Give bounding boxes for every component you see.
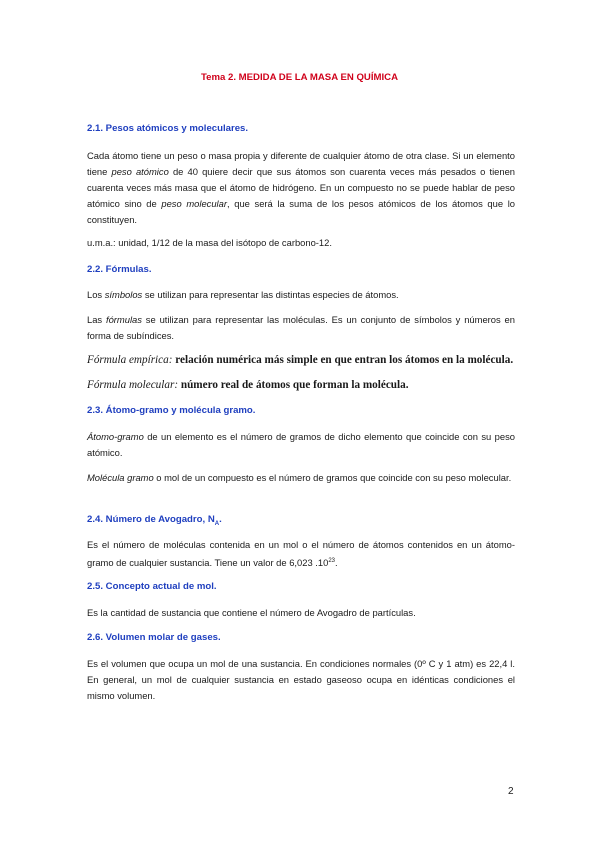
text-run: 2.4. Número de Avogadro, N	[87, 514, 215, 525]
paragraph-molecula-gramo	[87, 470, 515, 486]
paragraph-simbolos	[87, 287, 515, 303]
paragraph-formula-molecular	[87, 377, 515, 393]
text-run: .	[335, 557, 338, 569]
text-run: Es el número de moléculas contenida en un mol o el número de átomos contenidos en un átomo-gramo de cualquier sustancia. Tiene un valor de 6,023 .10	[87, 539, 515, 569]
paragraph-formula-empirica	[87, 352, 515, 368]
heading-numero-avogadro	[87, 512, 515, 532]
text-run: se utilizan para representar las distintas especies de átomos.	[142, 289, 399, 300]
paragraph-concepto-mol: Es la cantidad de sustancia que contiene el número de Avogadro de partículas.	[87, 607, 416, 618]
text-run: Las	[87, 314, 106, 325]
emphasis-peso-atomico: peso atómico	[111, 166, 169, 177]
emphasis-simbolos: símbolos	[104, 289, 143, 300]
paragraph-pesos-atomicos	[87, 148, 515, 228]
text-run: de un elemento es el número de gramos de dicho elemento que coincide con su peso atómico.	[87, 431, 515, 458]
emphasis-formula-empirica: Fórmula empírica:	[87, 354, 173, 366]
emphasis-formula-molecular: Fórmula molecular:	[87, 379, 179, 391]
paragraph-atomo-gramo	[87, 429, 515, 461]
heading-formulas: 2.2. Fórmulas.	[87, 264, 152, 275]
text-run: relación numérica más simple en que entran los átomos en la molécula.	[172, 354, 514, 366]
emphasis-molecula-gramo: Molécula gramo	[87, 472, 154, 483]
subscript: A	[214, 520, 220, 527]
text-run: , que será la suma de los pesos atómicos de los átomos que lo constituyen.	[87, 198, 515, 225]
emphasis-atomo-gramo: Átomo-gramo	[87, 431, 144, 442]
text-run: .	[219, 514, 222, 525]
superscript: 23	[328, 558, 335, 564]
text-run: Los	[87, 289, 105, 300]
emphasis-peso-molecular: peso molecular	[161, 198, 227, 209]
paragraph-uma: u.m.a.: unidad, 1/12 de la masa del isótopo de carbono-12.	[87, 237, 332, 248]
text-run: Cada átomo tiene un peso o masa propia y diferente de cualquier átomo de otra clase. Si un elemento tiene	[87, 150, 515, 177]
text-run: de 40 quiere decir que sus átomos son cuarenta veces más pesados o tienen cuarenta veces más masa que el átomo de hidrógeno. En un compuesto no se puede hablar de peso atómico sino de	[87, 166, 516, 209]
text-run: número real de átomos que forman la molécula.	[178, 379, 409, 391]
paragraph-formulas	[87, 312, 515, 344]
paragraph-avogadro	[87, 537, 515, 571]
emphasis-formulas: fórmulas	[105, 314, 142, 325]
text-run: o mol de un compuesto es el número de gramos que coincide con su peso molecular.	[153, 472, 512, 483]
heading-atomo-gramo: 2.3. Átomo-gramo y molécula gramo.	[87, 405, 256, 416]
heading-volumen-molar: 2.6. Volumen molar de gases.	[87, 632, 221, 643]
page-number: 2	[508, 786, 514, 797]
paragraph-volumen-molar: Es el volumen que ocupa un mol de una sustancia. En condiciones normales (0º C y 1 atm) es 22,4 l. En general, un mol de cualquier sustancia en estado gaseoso ocupa en idénticas condiciones el mismo volumen.	[87, 658, 515, 701]
text-run: se utilizan para representar las moléculas. Es un conjunto de símbolos y números en forma de subíndices.	[87, 314, 515, 341]
heading-concepto-mol: 2.5. Concepto actual de mol.	[87, 581, 217, 592]
document-title: Tema 2. MEDIDA DE LA MASA EN QUÍMICA	[200, 72, 399, 83]
heading-pesos-atomicos: 2.1. Pesos atómicos y moleculares.	[87, 123, 249, 134]
